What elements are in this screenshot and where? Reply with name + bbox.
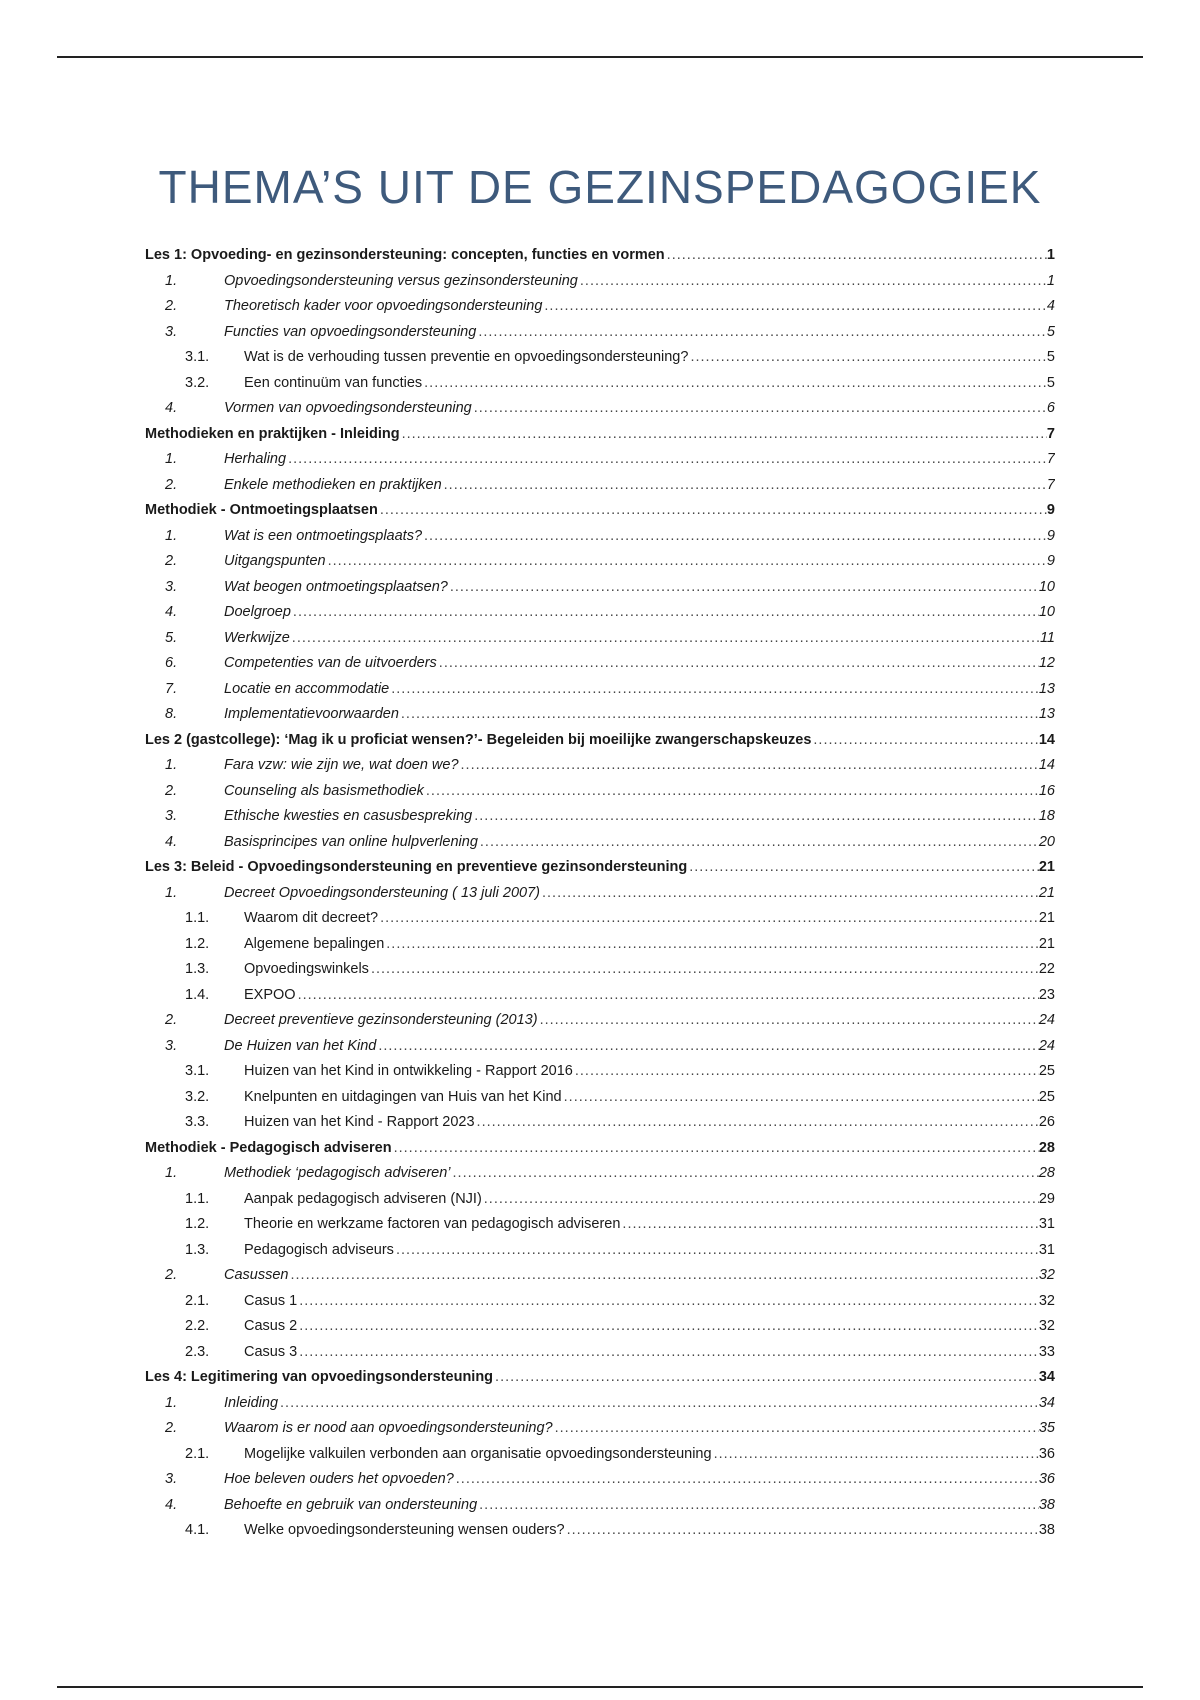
- toc-entry-page-number: 21: [1038, 935, 1055, 952]
- toc-entry-page-number: 38: [1038, 1522, 1055, 1538]
- toc-entry-title: Uitgangspunten: [224, 553, 326, 569]
- toc-entry-page-number: 4: [1046, 298, 1055, 314]
- toc-entry[interactable]: [145, 881, 1055, 907]
- toc-entry-page-number: 20: [1038, 833, 1055, 850]
- toc-dot-leader: [378, 498, 1047, 524]
- toc-entry-number: 3.: [165, 1037, 178, 1054]
- toc-entry-page-number: 5: [1046, 323, 1055, 340]
- toc-entry-title: Basisprincipes van online hulpverlening: [224, 833, 478, 850]
- toc-entry[interactable]: [145, 677, 1055, 703]
- toc-dot-leader: [369, 957, 1039, 983]
- toc-entry-number: 1.: [165, 527, 178, 544]
- toc-entry-page-number: 34: [1038, 1394, 1055, 1411]
- toc-dot-leader: [565, 1518, 1039, 1544]
- toc-entry[interactable]: [145, 651, 1055, 677]
- toc-entry[interactable]: [145, 702, 1055, 728]
- toc-dot-leader: [451, 1161, 1039, 1187]
- toc-entry-number: 1.: [165, 1394, 178, 1411]
- toc-entry-page-number: 10: [1038, 578, 1055, 595]
- toc-entry-title: Methodieken en praktijken - Inleiding: [145, 425, 400, 442]
- toc-entry-title: Les 1: Opvoeding- en gezinsondersteuning: concepten, functies en vormen: [145, 247, 665, 263]
- toc-dot-leader: [290, 626, 1040, 652]
- toc-entry-title: Waarom is er nood aan opvoedingsondersteuning?: [224, 1420, 553, 1436]
- toc-entry-number: 8.: [165, 706, 178, 722]
- toc-entry-title: Huizen van het Kind - Rapport 2023: [244, 1114, 475, 1130]
- toc-entry-page-number: 25: [1038, 1088, 1055, 1105]
- toc-entry-number: 3.: [165, 1471, 178, 1487]
- toc-entry[interactable]: [145, 294, 1055, 320]
- toc-entry-page-number: 33: [1038, 1343, 1055, 1360]
- toc-entry-title: Implementatievoorwaarden: [224, 706, 399, 722]
- toc-entry-page-number: 13: [1038, 706, 1055, 722]
- toc-dot-leader: [442, 473, 1047, 499]
- toc-dot-leader: [472, 396, 1047, 422]
- toc-entry-number: 1.: [165, 1165, 178, 1181]
- toc-entry-title: Locatie en accommodatie: [224, 680, 390, 697]
- toc-entry-page-number: 5: [1046, 349, 1055, 365]
- toc-entry[interactable]: [145, 320, 1055, 346]
- toc-entry[interactable]: [145, 1365, 1055, 1391]
- toc-entry-page-number: 28: [1038, 1139, 1055, 1156]
- toc-entry-number: 4.: [165, 1496, 178, 1513]
- toc-entry-page-number: 28: [1038, 1165, 1055, 1181]
- toc-entry-title: Waarom dit decreet?: [244, 910, 379, 926]
- toc-dot-leader: [459, 753, 1039, 779]
- toc-entry[interactable]: [145, 626, 1055, 652]
- toc-entry-number: 7.: [165, 680, 178, 697]
- toc-entry[interactable]: [145, 575, 1055, 601]
- header-rule: [57, 56, 1143, 58]
- toc-entry-title: Pedagogisch adviseurs: [244, 1241, 394, 1258]
- toc-entry-number: 4.1.: [185, 1522, 210, 1538]
- toc-entry[interactable]: [145, 1442, 1055, 1468]
- toc-dot-leader: [424, 779, 1039, 805]
- toc-entry-page-number: 35: [1038, 1420, 1055, 1436]
- toc-entry[interactable]: [145, 753, 1055, 779]
- toc-entry[interactable]: [145, 1238, 1055, 1264]
- toc-entry[interactable]: [145, 932, 1055, 958]
- toc-entry-page-number: 7: [1046, 451, 1055, 467]
- toc-entry[interactable]: [145, 396, 1055, 422]
- footer-rule: [57, 1686, 1143, 1688]
- toc-dot-leader: [476, 320, 1047, 346]
- toc-entry-title: Casus 1: [244, 1292, 298, 1309]
- toc-entry-page-number: 24: [1038, 1037, 1055, 1054]
- toc-dot-leader: [297, 1340, 1039, 1366]
- toc-dot-leader: [620, 1212, 1038, 1238]
- toc-entry[interactable]: [145, 1314, 1055, 1340]
- toc-entry-title: Functies van opvoedingsondersteuning: [224, 323, 477, 340]
- toc-entry-page-number: 1: [1046, 247, 1055, 263]
- toc-dot-leader: [477, 1493, 1039, 1519]
- toc-entry-title: Casus 2: [244, 1318, 298, 1334]
- toc-entry[interactable]: [145, 345, 1055, 371]
- toc-entry[interactable]: [145, 1518, 1055, 1544]
- toc-entry[interactable]: [145, 779, 1055, 805]
- toc-entry-page-number: 9: [1046, 527, 1055, 544]
- toc-entry[interactable]: [145, 1493, 1055, 1519]
- toc-entry[interactable]: [145, 1187, 1055, 1213]
- toc-entry[interactable]: [145, 473, 1055, 499]
- toc-entry[interactable]: [145, 830, 1055, 856]
- toc-dot-leader: [482, 1187, 1039, 1213]
- toc-dot-leader: [688, 345, 1046, 371]
- toc-entry-number: 2.3.: [185, 1343, 210, 1360]
- toc-entry[interactable]: [145, 524, 1055, 550]
- toc-dot-leader: [376, 1034, 1039, 1060]
- toc-entry-number: 3.: [165, 808, 178, 824]
- toc-entry-title: Een continuüm van functies: [244, 374, 423, 391]
- toc-dot-leader: [553, 1416, 1039, 1442]
- toc-entry[interactable]: [145, 498, 1055, 524]
- toc-dot-leader: [326, 549, 1047, 575]
- toc-entry-title: Herhaling: [224, 451, 287, 467]
- toc-dot-leader: [562, 1085, 1039, 1111]
- toc-entry-title: Hoe beleven ouders het opvoeden?: [224, 1471, 454, 1487]
- toc-entry-number: 3.1.: [185, 1063, 210, 1079]
- toc-dot-leader: [538, 1008, 1039, 1034]
- toc-entry-number: 4.: [165, 604, 178, 620]
- toc-dot-leader: [578, 269, 1047, 295]
- toc-entry-title: Huizen van het Kind in ontwikkeling - Rapport 2016: [244, 1063, 573, 1079]
- toc-entry[interactable]: [145, 243, 1055, 269]
- toc-entry-page-number: 18: [1038, 808, 1055, 824]
- toc-entry-title: Les 2 (gastcollege): ‘Mag ik u proficiat wensen?’- Begeleiden bij moeilijke zwangerschapskeuzes: [145, 731, 812, 748]
- toc-entry-page-number: 5: [1046, 374, 1055, 391]
- toc-entry-number: 2.: [165, 1012, 178, 1028]
- toc-entry-number: 3.2.: [185, 1088, 210, 1105]
- toc-entry-page-number: 7: [1046, 425, 1055, 442]
- toc-entry-number: 1.1.: [185, 910, 210, 926]
- toc-entry-title: Methodiek ‘pedagogisch adviseren’: [224, 1165, 451, 1181]
- toc-entry[interactable]: [145, 1289, 1055, 1315]
- toc-dot-leader: [392, 1136, 1039, 1162]
- toc-entry-title: Inleiding: [224, 1394, 279, 1411]
- toc-entry-page-number: 34: [1038, 1369, 1055, 1385]
- toc-entry-number: 2.: [165, 553, 178, 569]
- toc-entry[interactable]: [145, 1340, 1055, 1366]
- toc-entry-page-number: 29: [1038, 1190, 1055, 1207]
- toc-dot-leader: [394, 1238, 1039, 1264]
- toc-entry-number: 2.: [165, 476, 178, 493]
- toc-entry-page-number: 26: [1038, 1114, 1055, 1130]
- toc-entry-number: 2.1.: [185, 1445, 210, 1462]
- toc-entry-title: Counseling als basismethodiek: [224, 782, 424, 799]
- toc-entry-title: Knelpunten en uitdagingen van Huis van het Kind: [244, 1088, 562, 1105]
- toc-entry-page-number: 36: [1038, 1445, 1055, 1462]
- toc-entry-title: Theorie en werkzame factoren van pedagogisch adviseren: [244, 1216, 621, 1232]
- toc-dot-leader: [540, 881, 1039, 907]
- toc-entry-page-number: 31: [1038, 1241, 1055, 1258]
- toc-dot-leader: [389, 677, 1039, 703]
- toc-entry-number: 1.: [165, 884, 178, 901]
- toc-entry-title: Doelgroep: [224, 604, 291, 620]
- toc-entry-number: 2.: [165, 1420, 178, 1436]
- toc-entry[interactable]: [145, 1467, 1055, 1493]
- toc-entry-title: Decreet Opvoedingsondersteuning ( 13 juli 2007): [224, 884, 540, 901]
- toc-dot-leader: [687, 855, 1039, 881]
- toc-entry-title: Casus 3: [244, 1343, 298, 1360]
- toc-entry-title: Opvoedingsondersteuning versus gezinsondersteuning: [224, 272, 578, 289]
- toc-entry-page-number: 9: [1046, 502, 1055, 518]
- toc-entry-number: 1.: [165, 757, 178, 773]
- toc-entry[interactable]: [145, 1008, 1055, 1034]
- toc-entry-title: Competenties van de uitvoerders: [224, 655, 437, 671]
- toc-entry-number: 1.4.: [185, 986, 210, 1003]
- toc-entry-page-number: 31: [1038, 1216, 1055, 1232]
- toc-dot-leader: [384, 932, 1039, 958]
- toc-entry-number: 3.: [165, 578, 178, 595]
- toc-entry[interactable]: [145, 1034, 1055, 1060]
- toc-entry-number: 2.: [165, 298, 178, 314]
- toc-entry[interactable]: [145, 1161, 1055, 1187]
- toc-entry-title: Behoefte en gebruik van ondersteuning: [224, 1496, 478, 1513]
- toc-entry-title: Vormen van opvoedingsondersteuning: [224, 400, 472, 416]
- toc-dot-leader: [291, 600, 1039, 626]
- toc-dot-leader: [378, 906, 1039, 932]
- toc-entry-title: Methodiek - Pedagogisch adviseren: [145, 1139, 392, 1156]
- toc-entry[interactable]: [145, 1085, 1055, 1111]
- toc-entry-title: Algemene bepalingen: [244, 935, 385, 952]
- toc-entry-title: Theoretisch kader voor opvoedingsondersteuning: [224, 298, 543, 314]
- toc-dot-leader: [422, 524, 1047, 550]
- toc-entry-number: 1.: [165, 272, 178, 289]
- toc-dot-leader: [454, 1467, 1039, 1493]
- toc-entry[interactable]: [145, 1059, 1055, 1085]
- toc-entry-page-number: 25: [1038, 1063, 1055, 1079]
- toc-entry-number: 2.1.: [185, 1292, 210, 1309]
- toc-entry-title: Wat beogen ontmoetingsplaatsen?: [224, 578, 448, 595]
- toc-entry-page-number: 16: [1038, 782, 1055, 799]
- toc-entry-page-number: 32: [1038, 1318, 1055, 1334]
- toc-entry-page-number: 7: [1046, 476, 1055, 493]
- toc-entry-number: 2.2.: [185, 1318, 210, 1334]
- toc-entry[interactable]: [145, 447, 1055, 473]
- toc-dot-leader: [475, 1110, 1039, 1136]
- toc-dot-leader: [288, 1263, 1038, 1289]
- toc-entry-number: 2.: [165, 1267, 178, 1283]
- toc-entry-title: Methodiek - Ontmoetingsplaatsen: [145, 502, 378, 518]
- table-of-contents: [145, 243, 1055, 1544]
- toc-entry-number: 1.: [165, 451, 178, 467]
- toc-entry-title: Casussen: [224, 1267, 289, 1283]
- toc-entry-page-number: 36: [1038, 1471, 1055, 1487]
- toc-dot-leader: [542, 294, 1047, 320]
- toc-entry-title: Les 3: Beleid - Opvoedingsondersteuning en preventieve gezinsondersteuning: [145, 859, 688, 875]
- toc-entry-page-number: 14: [1038, 731, 1055, 748]
- toc-dot-leader: [665, 243, 1047, 269]
- toc-entry-page-number: 11: [1039, 629, 1055, 646]
- toc-entry-page-number: 21: [1038, 884, 1055, 901]
- toc-entry-title: Wat is de verhouding tussen preventie en opvoedingsondersteuning?: [244, 349, 689, 365]
- toc-entry[interactable]: [145, 1391, 1055, 1417]
- toc-entry-page-number: 32: [1038, 1267, 1055, 1283]
- toc-entry-title: Enkele methodieken en praktijken: [224, 476, 442, 493]
- toc-dot-leader: [297, 1314, 1039, 1340]
- toc-dot-leader: [493, 1365, 1039, 1391]
- toc-entry-title: Wat is een ontmoetingsplaats?: [224, 527, 423, 544]
- toc-entry-page-number: 9: [1046, 553, 1055, 569]
- toc-entry[interactable]: [145, 1110, 1055, 1136]
- toc-dot-leader: [399, 702, 1039, 728]
- toc-dot-leader: [472, 804, 1039, 830]
- toc-entry-page-number: 21: [1038, 859, 1055, 875]
- toc-entry-page-number: 6: [1046, 400, 1055, 416]
- toc-entry[interactable]: [145, 1416, 1055, 1442]
- toc-entry-number: 3.: [165, 323, 178, 340]
- toc-entry-title: Mogelijke valkuilen verbonden aan organisatie opvoedingsondersteuning: [244, 1445, 712, 1462]
- toc-entry-title: Les 4: Legitimering van opvoedingsondersteuning: [145, 1369, 494, 1385]
- toc-entry-number: 1.2.: [185, 935, 210, 952]
- toc-entry-title: Fara vzw: wie zijn we, wat doen we?: [224, 757, 459, 773]
- toc-dot-leader: [573, 1059, 1039, 1085]
- toc-entry[interactable]: [145, 906, 1055, 932]
- toc-entry-title: Aanpak pedagogisch adviseren (NJI): [244, 1190, 482, 1207]
- toc-dot-leader: [296, 983, 1039, 1009]
- toc-entry-title: Werkwijze: [224, 629, 290, 646]
- toc-entry-number: 1.3.: [185, 1241, 210, 1258]
- toc-entry-number: 3.1.: [185, 349, 210, 365]
- toc-entry-page-number: 12: [1038, 655, 1055, 671]
- toc-entry-title: Decreet preventieve gezinsondersteuning (2013): [224, 1012, 538, 1028]
- toc-dot-leader: [400, 422, 1047, 448]
- toc-entry[interactable]: [145, 728, 1055, 754]
- toc-entry[interactable]: [145, 804, 1055, 830]
- toc-dot-leader: [422, 371, 1047, 397]
- toc-dot-leader: [448, 575, 1039, 601]
- toc-entry-page-number: 32: [1038, 1292, 1055, 1309]
- toc-entry[interactable]: [145, 1212, 1055, 1238]
- toc-entry-number: 3.3.: [185, 1114, 210, 1130]
- toc-dot-leader: [811, 728, 1038, 754]
- toc-dot-leader: [278, 1391, 1039, 1417]
- toc-entry-number: 4.: [165, 400, 178, 416]
- toc-entry-title: De Huizen van het Kind: [224, 1037, 377, 1054]
- toc-entry-page-number: 13: [1038, 680, 1055, 697]
- toc-dot-leader: [478, 830, 1039, 856]
- toc-entry-page-number: 10: [1038, 604, 1055, 620]
- toc-entry[interactable]: [145, 371, 1055, 397]
- toc-entry-title: Ethische kwesties en casusbespreking: [224, 808, 473, 824]
- toc-entry[interactable]: [145, 422, 1055, 448]
- toc-entry-page-number: 21: [1038, 910, 1055, 926]
- toc-entry-number: 6.: [165, 655, 178, 671]
- toc-entry-number: 4.: [165, 833, 178, 850]
- toc-entry[interactable]: [145, 957, 1055, 983]
- toc-dot-leader: [712, 1442, 1039, 1468]
- toc-entry-number: 1.1.: [185, 1190, 210, 1207]
- toc-entry[interactable]: [145, 983, 1055, 1009]
- toc-entry-number: 2.: [165, 782, 178, 799]
- toc-entry[interactable]: [145, 600, 1055, 626]
- toc-entry-page-number: 1: [1046, 272, 1055, 289]
- toc-entry[interactable]: [145, 855, 1055, 881]
- toc-dot-leader: [286, 447, 1047, 473]
- toc-entry[interactable]: [145, 269, 1055, 295]
- toc-entry-page-number: 23: [1038, 986, 1055, 1003]
- toc-entry-number: 3.2.: [185, 374, 210, 391]
- toc-entry[interactable]: [145, 1263, 1055, 1289]
- toc-entry-page-number: 22: [1038, 961, 1055, 977]
- toc-dot-leader: [297, 1289, 1039, 1315]
- document-title: THEMA’S UIT DE GEZINSPEDAGOGIEK: [158, 161, 1042, 213]
- toc-entry-page-number: 38: [1038, 1496, 1055, 1513]
- toc-dot-leader: [437, 651, 1039, 677]
- toc-entry[interactable]: [145, 1136, 1055, 1162]
- toc-entry-number: 5.: [165, 629, 178, 646]
- toc-entry-number: 1.2.: [185, 1216, 210, 1232]
- toc-entry-page-number: 24: [1038, 1012, 1055, 1028]
- toc-entry-page-number: 14: [1038, 757, 1055, 773]
- toc-entry-title: Opvoedingswinkels: [244, 961, 369, 977]
- toc-entry[interactable]: [145, 549, 1055, 575]
- toc-entry-number: 1.3.: [185, 961, 210, 977]
- toc-entry-title: Welke opvoedingsondersteuning wensen ouders?: [244, 1522, 565, 1538]
- toc-entry-title: EXPOO: [244, 986, 296, 1003]
